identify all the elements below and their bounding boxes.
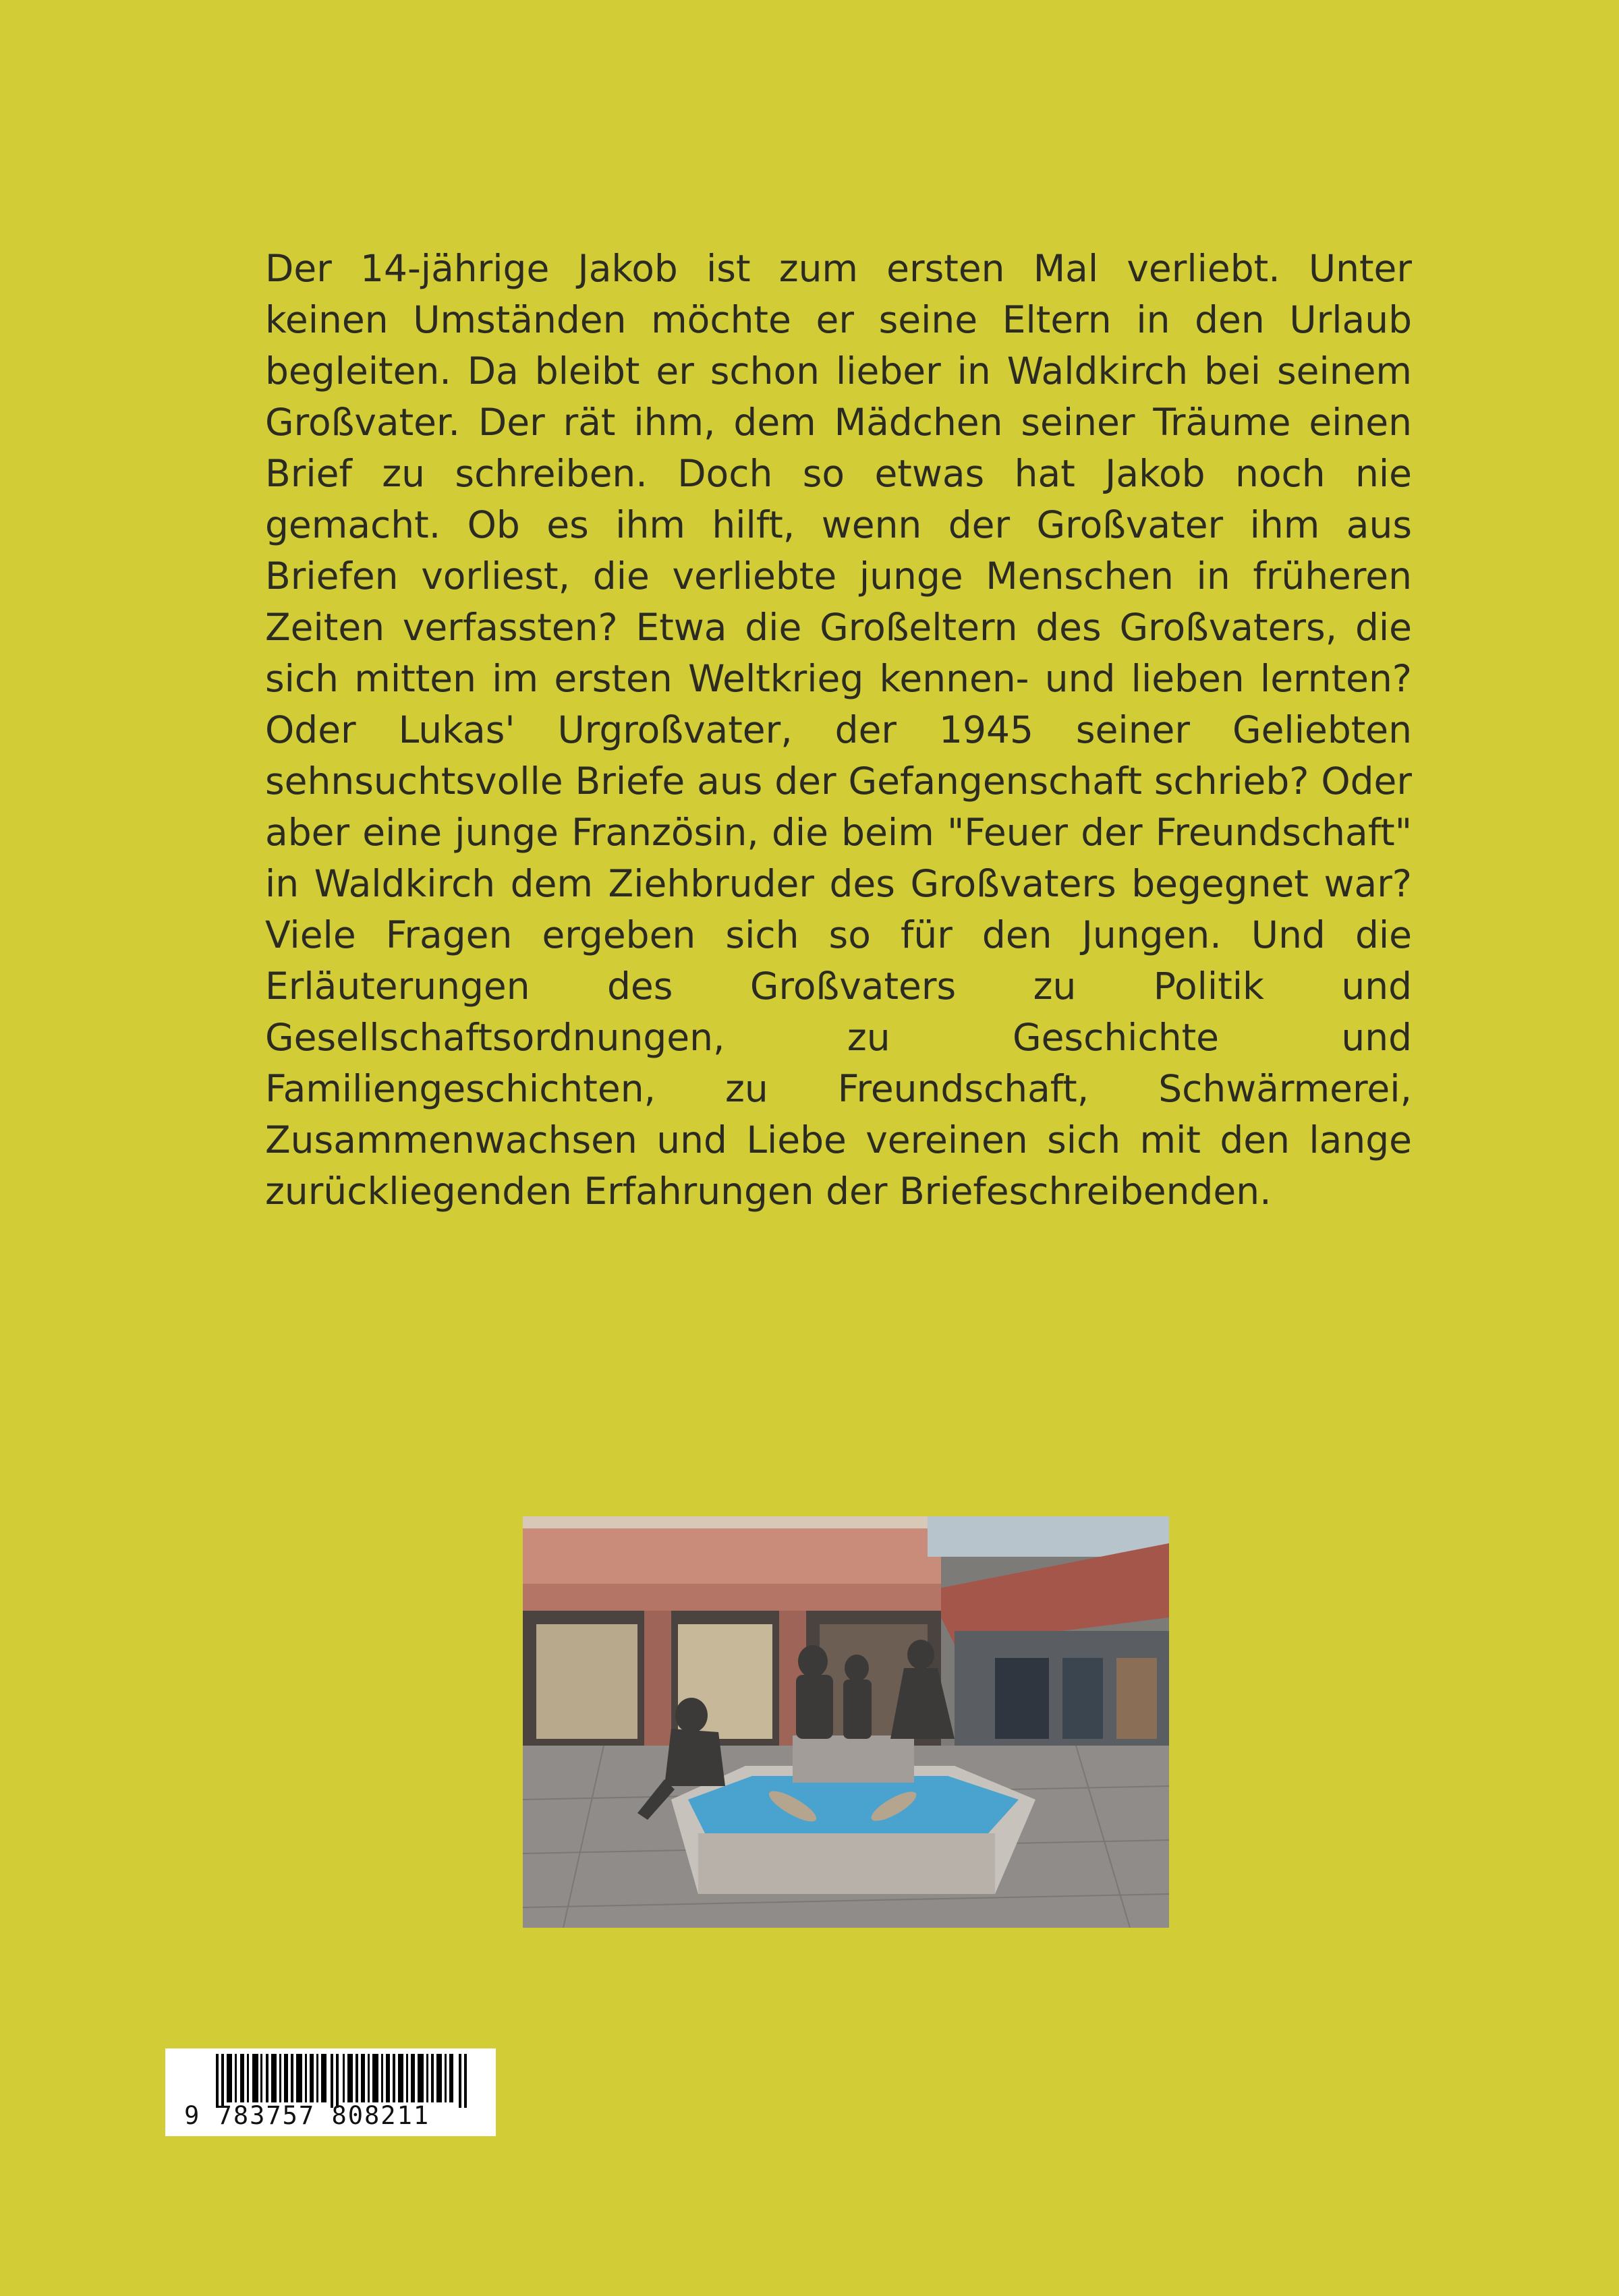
isbn-barcode <box>165 2048 496 2136</box>
back-cover-blurb: Der 14-jährige Jakob ist zum ersten Mal verliebt. Unter keinen Umständen möchte er seine Eltern in den Urlaub begleiten. Da bleibt er schon lieber in Waldkirch bei seinem Großvater. Der rät ihm, dem Mädchen seiner Träume einen Brief zu schreiben. Doch so etwas hat Jakob noch nie gemacht. Ob es ihm hilft, wenn der Großvater ihm aus Briefen vorliest, die verliebte junge Menschen in früheren Zeiten verfassten? Etwa die Großeltern des Großvaters, die sich mitten im ersten Weltkrieg kennen- und lieben lernten? Oder Lukas' Urgroßvater, der 1945 seiner Geliebten sehnsuchtsvolle Briefe aus der Gefangenschaft schrieb? Oder aber eine junge Französin, die beim "Feuer der Freundschaft" in Waldkirch dem Ziehbruder des Großvaters begegnet war? Viele Fragen ergeben sich so für den Jungen. Und die Erläuterungen des Großvaters zu Politik und Gesellschaftsordnungen, zu Geschichte und Familiengeschichten, zu Freundschaft, Schwärmerei, Zusammenwachsen und Liebe vereinen sich mit den lange zurückliegenden Erfahrungen der Briefeschreibenden. <box>265 247 1412 1213</box>
fountain-photo <box>523 1516 1169 1928</box>
barcode-bars <box>216 2054 486 2108</box>
isbn-number: 9 783757 808211 <box>184 2101 430 2130</box>
